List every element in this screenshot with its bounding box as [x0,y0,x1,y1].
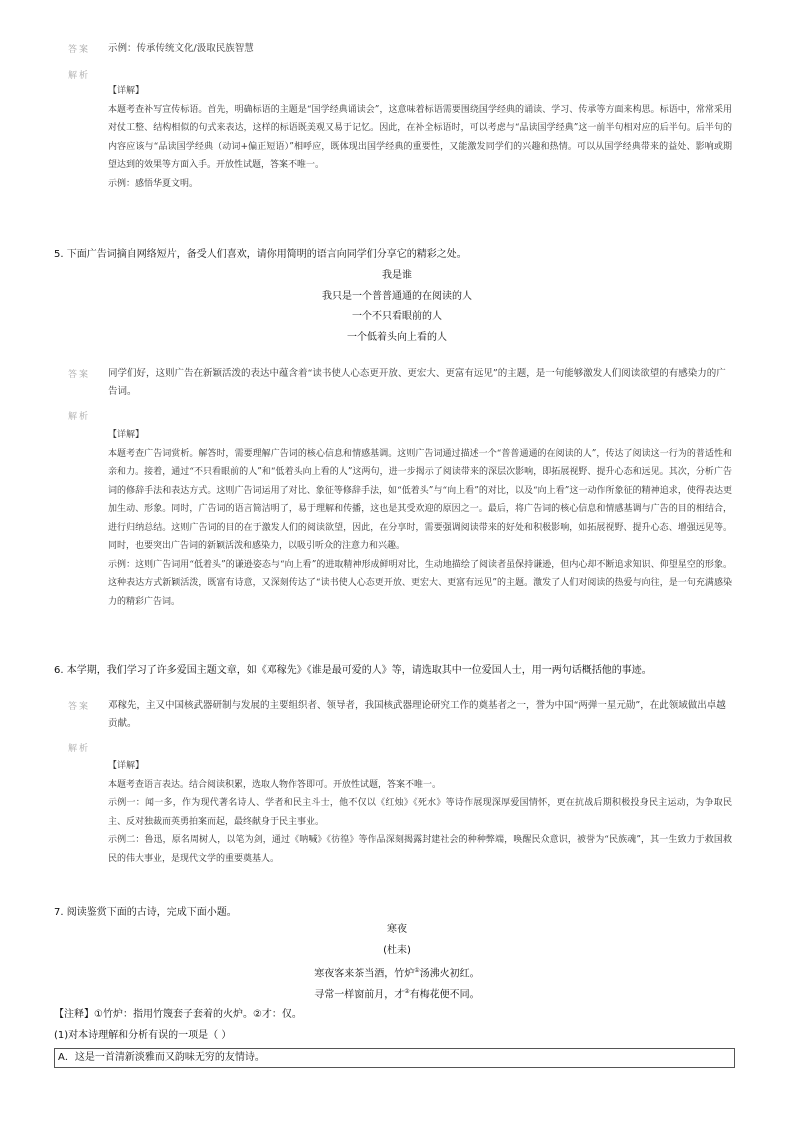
q4-detail [108,82,732,193]
q5-detail [108,426,732,611]
answer-tag: 答案 [68,702,91,712]
q5-title: 5. 下面广告词摘自网络短片，备受人们喜欢，请你用简明的语言向同学们分享它的精彩之处。 [54,249,467,260]
poem-line-1-a: 寒夜客来茶当酒，竹炉 [314,968,415,980]
q5-ad-text [0,266,794,348]
q4-example: 示例：感悟华夏文明。 [108,178,199,189]
note-mark-2: ② [404,987,410,995]
detail-heading: 【详解】 [108,761,145,771]
q5-ad-line: 我是谁 [382,270,412,281]
q5-detail-text: 本题考查广告词赏析。解答时，需要理解广告词的核心信息和情感基调。这则广告词通过描述一个“普普通通的在阅读的人”，传达了阅读这一行为的普适性和亲和力。接着，通过“不只看眼前的人”和“低着头向上看的人”这两句，进一步揭示了阅读带来的深层次影响，即拓展视野、提升心态和远见。其次，分析广告词的修辞手法和表达方式。这则广告词运用了对比、象征等修辞手法，如“低着头”与“向上看”的对比，以及“向上看”这一动作所象征的精神追求，使得表达更加生动、形象。同时，广告词的语言简洁明了，易于理解和传播，这也是其受欢迎的原因之一。最后，将广告词的核心信息和情感基调与广告的目的相结合，进行归纳总结。这则广告词的目的在于激发人们的阅读欲望，因此，在分享时，需要强调阅读带来的好处和积极影响，如拓展视野、提升心态、增强远见等。同时，也要突出广告词的新颖活泼和感染力，以吸引听众的注意力和兴趣。 [108,448,732,551]
q7-sub-question: (1)对本诗理解和分析有误的一项是（ ） [54,1030,232,1041]
q7-note: 【注释】①竹炉：指用竹篾套子套着的火炉。②才：仅。 [54,1009,302,1020]
q5-ad-line: 一个低着头向上看的人 [347,331,447,343]
q7-option-a[interactable]: A．这是一首清新淡雅而又韵味无穷的友情诗。 [54,1048,735,1068]
q6-detail [108,757,732,868]
q4-detail-text: 本题考查补写宣传标语。首先，明确标语的主题是“国学经典诵读会”，这意味着标语需要围绕国学经典的诵读、学习、传承等方面来构思。标语中，常常采用对仗工整、结构相似的句式来表达，这样的标语既美观又易于记忆。因此，在补全标语时，可以考虑与“品读国学经典”这一前半句相对应的后半句。后半句的内容应该与“品读国学经典（动词+偏正短语）”相呼应，既体现出国学经典的重要性，又能激发同学们的兴趣和热情。可以从国学经典带来的益处、影响或期望达到的效果等方面入手。开放性试题，答案不唯一。 [108,104,732,170]
q6-answer-text: 邓稼先，主又中国核武器研制与发展的主要组织者、领导者，我国核武器理论研究工作的奠基者之一，誉为中国“两弹一星元勋”，在此领域做出卓越贡献。 [108,700,726,729]
q6-detail-text: 本题考查语言表达。结合阅读积累，选取人物作答即可。开放性试题，答案不唯一。 [108,779,442,790]
q5-ad-line: 一个不只看眼前的人 [352,311,442,322]
answer-tag: 答案 [68,45,91,55]
poem-author: (杜耒) [383,944,411,956]
poem-line-2-a: 寻常一样窗前月，才 [314,988,405,1000]
detail-heading: 【详解】 [108,430,145,440]
note-mark-1: ① [414,967,420,974]
analysis-tag: 解析 [68,412,91,422]
q6-answer-row [68,697,734,733]
q7-title: 7. 阅读鉴赏下面的古诗，完成下面小题。 [54,907,237,918]
poem-line-1 [0,961,794,982]
poem-title: 寒夜 [387,924,407,935]
q6-example-2: 示例二：鲁迅，原名周树人，以笔为剑，通过《呐喊》《彷徨》等作品深刻揭露封建社会的种种弊端，唤醒民众意识，被誉为“民族魂”，其一生致力于救国救民的伟大事业，是现代文学的重要奠基人。 [108,835,732,864]
detail-heading: 【详解】 [108,86,145,96]
q4-answer-text: 示例：传承传统文化/汲取民族智慧 [108,43,254,54]
q6-example-1: 示例一：闻一多，作为现代著名诗人、学者和民主斗士，他不仅以《红烛》《死水》等诗作展现深厚爱国情怀，更在抗战后期积极投身民主运动，为争取民主、反对独裁而英勇拍案而起，最终献身于民主事业。 [108,798,732,827]
q4-answer-row [68,40,734,58]
analysis-tag: 解析 [68,744,91,754]
poem-line-1-b: 汤沸火初红。 [419,968,480,980]
q6-title: 6. 本学期，我们学习了许多爱国主题文章，如《邓稼先》《谁是最可爱的人》等，请选取其中一位爱国人士，用一两句话概括他的事迹。 [54,665,652,676]
analysis-tag: 解析 [68,71,91,81]
answer-tag: 答案 [68,370,91,380]
poem-line-2-b: 有梅花便不同。 [409,988,480,1000]
q7-poem [0,920,794,1002]
q5-example: 示例：这则广告词用“低着头”的谦逊姿态与“向上看”的进取精神形成鲜明对比，生动地描绘了阅读者虽保持谦逊，但内心却不断追求知识、仰望星空的形象。这种表达方式新颖活泼，既富有诗意，又深刻传达了“读书使人心态更开放、更宏大、更富有远见”的主题。激发了人们对阅读的热爱与向往，是一句充满感染力的精彩广告词。 [108,559,732,607]
q5-answer-row [68,365,734,401]
q5-ad-line: 我只是一个普普通通的在阅读的人 [322,290,472,302]
poem-line-2 [0,982,794,1003]
q5-answer-text: 同学们好，这则广告在新颖活泼的表达中蕴含着“读书使人心态更开放、更宏大、更富有远见”的主题，是一句能够激发人们阅读欲望的有感染力的广告词。 [108,368,726,397]
